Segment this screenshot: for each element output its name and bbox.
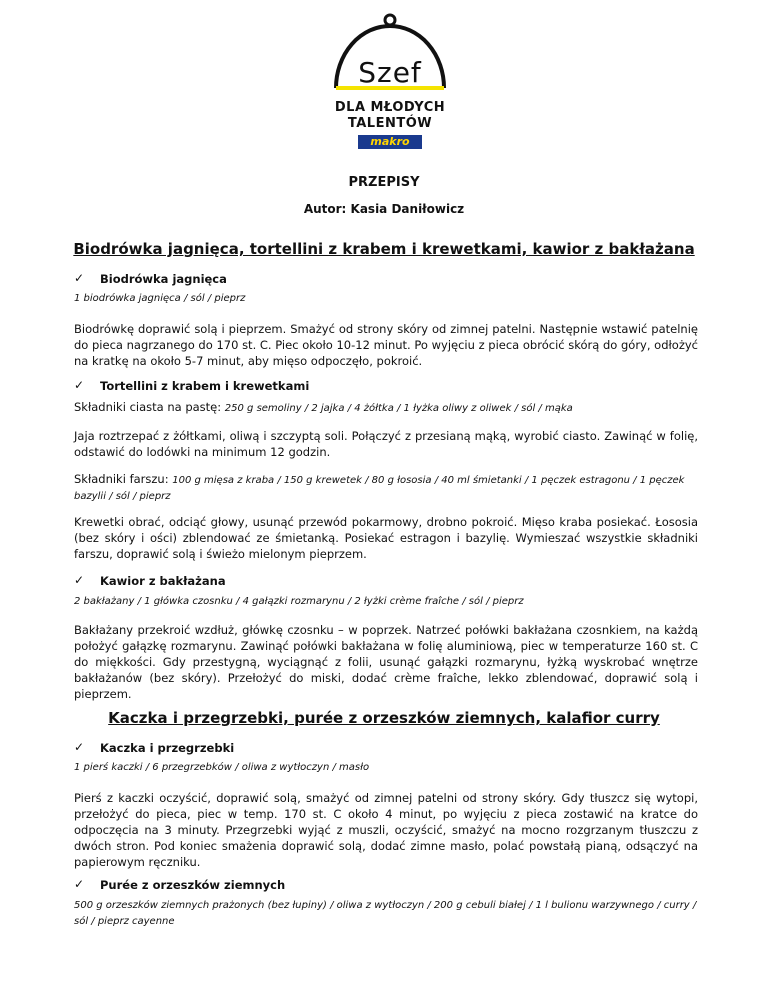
author-line: Autor: Kasia Daniłowicz (303, 202, 465, 216)
checkmark-icon: ✓ (74, 271, 85, 285)
section-puree-title: Purée z orzeszków ziemnych (100, 878, 286, 892)
duck-text: Pierś z kaczki oczyścić, doprawić solą, smażyć od zimnej patelni od strony skóry. Gdy tłuszcz się wytopi, przełożyć do pieca, piec w temp. 170 st. C około 4 minut, po wyjęciu z pieca zostawić na kratce do odpoczęcia na 3 minuty. Przegrzebki wyjąć z muszli, oczyścić, smażyć na mocno rozgrzanym tłuszczu z dwóch stron. Pod koniec smażenia doprawić solą, dodać zimne masło, polać powstałą pianą, odsączyć na papierowym ręczniku. (74, 791, 698, 869)
filling-text: Krewetki obrać, odciąć głowy, usunąć przewód pokarmowy, drobno pokroić. Mięso kraba posiekać. Łososia (bez skóry i ości) zblendować ze śmietanką. Posiekać estragon i bazylię. Wymieszać wszystkie składniki farszu, doprawić solą i świeżo mielonym pieprzem. (74, 515, 698, 561)
section-lamb-title: Biodrówka jagnięca (100, 272, 227, 286)
checkmark-icon: ✓ (74, 573, 85, 587)
dough-ingredients (74, 399, 698, 417)
checkmark-icon: ✓ (74, 740, 85, 754)
logo-line3: TALENTÓW (347, 116, 433, 131)
checkmark-icon: ✓ (74, 877, 85, 891)
filling-label: Składniki farszu: (74, 472, 173, 486)
section-eggplant-title: Kawior z bakłażana (100, 574, 226, 588)
makro-logo: makro (358, 135, 422, 149)
page-title: PRZEPISY (348, 175, 420, 190)
eggplant-text: Bakłażany przekroić wzdłuż, główkę czosnku – w poprzek. Natrzeć połówki bakłażana czosnkiem, na każdą położyć gałązkę rozmarynu. Zawinąć połówki bakłażana w folię aluminiową, piec w temperaturze 160 st. C do miękkości. Gdy przestygną, wyciągnąć z folii, usunąć gałązki rozmarynu, łyżką wyskrobać wnętrze bakłażanów (bez skóry). Przełożyć do miski, dodać crème fraîche, lekko zblendować, doprawić solą i pieprzem. (74, 623, 698, 701)
logo-line2: DLA MŁODYCH (334, 100, 446, 115)
logo-word: Szef (358, 56, 422, 89)
duck-ingredients: 1 pierś kaczki / 6 przegrzebków / oliwa z wytłoczyn / masło (74, 762, 370, 773)
lamb-ingredients: 1 biodrówka jagnięca / sól / pieprz (74, 293, 246, 304)
section-duck-title: Kaczka i przegrzebki (100, 741, 235, 755)
section-tortellini-title: Tortellini z krabem i krewetkami (100, 379, 310, 393)
eggplant-ingredients: 2 bakłażany / 1 główka czosnku / 4 gałązki rozmarynu / 2 łyżki crème fraîche / sól / pieprz (74, 596, 524, 607)
dish2-title: Kaczka i przegrzebki, purée z orzeszków ziemnych, kalafior curry (108, 709, 660, 727)
lamb-text: Biodrówkę doprawić solą i pieprzem. Smażyć od strony skóry od zimnej patelni. Następnie wstawić patelnię do pieca nagrzanego do 170 st. C. Piec około 10-12 minut. Po wyjęciu z pieca obrócić skórą do góry, odłożyć na kratkę na około 5-7 minut, aby mięso odpoczęło, pokroić. (74, 322, 698, 368)
filling-items: 100 g mięsa z kraba / 150 g krewetek / 80 g łososia / 40 ml śmietanki / 1 pęczek estragonu / 1 pęczek bazylii / sól / pieprz (74, 475, 685, 502)
checkmark-icon: ✓ (74, 378, 85, 392)
dish1-title: Biodrówka jagnięca, tortellini z krabem i krewetkami, kawior z bakłażana (73, 240, 695, 258)
dough-text: Jaja roztrzepać z żółtkami, oliwą i szczyptą soli. Połączyć z przesianą mąką, wyrobić ciasto. Zawinąć w folię, odstawić do lodówki na minimum 12 godzin. (74, 429, 698, 459)
dough-items: 250 g semoliny / 2 jajka / 4 żółtka / 1 łyżka oliwy z oliwek / sól / mąka (224, 403, 573, 414)
filling-ingredients (74, 471, 698, 505)
szef-logo (320, 8, 460, 148)
puree-ingredients: 500 g orzeszków ziemnych prażonych (bez łupiny) / oliwa z wytłoczyn / 200 g cebuli białej / 1 l bulionu warzywnego / curry / sól / pieprz cayenne (74, 900, 697, 927)
dough-label: Składniki ciasta na pastę: (74, 400, 225, 414)
